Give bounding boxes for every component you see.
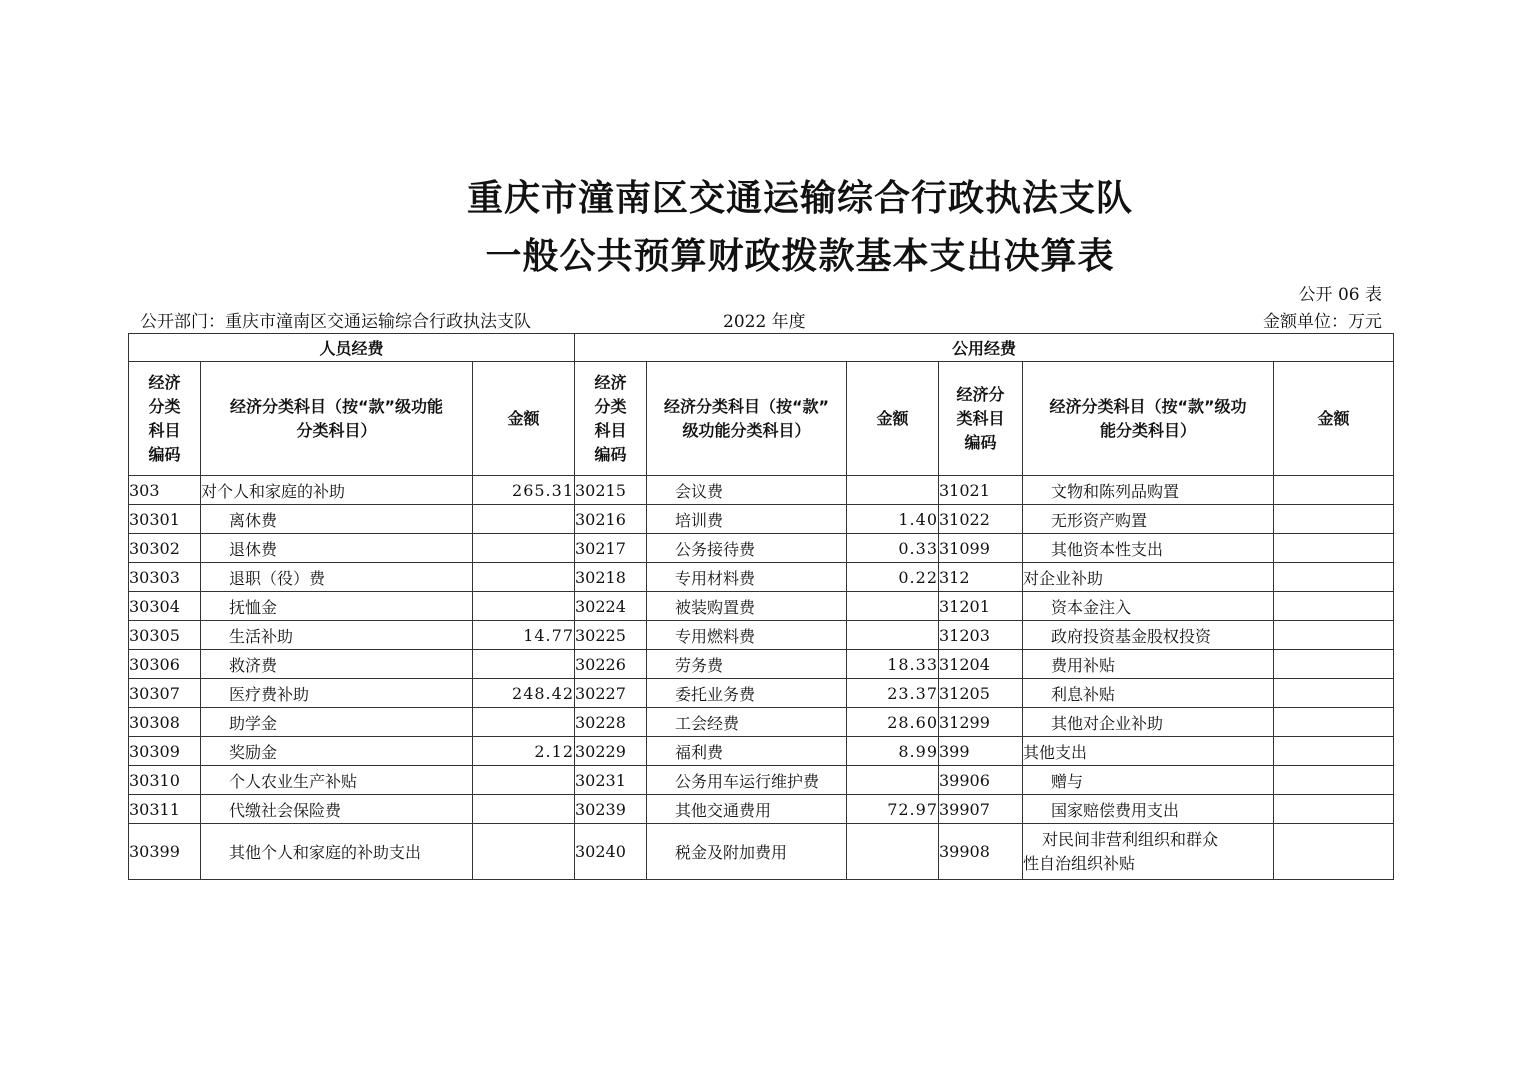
col-header-code-1: 经济 分类 科目 编码	[129, 362, 201, 476]
name-cell: 公务用车运行维护费	[647, 766, 847, 795]
amount-cell	[847, 621, 939, 650]
code-cell: 30310	[129, 766, 201, 795]
code-cell: 30217	[575, 534, 647, 563]
code-cell: 31203	[939, 621, 1023, 650]
name-cell: 税金及附加费用	[647, 824, 847, 880]
name-cell: 救济费	[201, 650, 473, 679]
code-cell: 303	[129, 476, 201, 505]
code-cell: 30239	[575, 795, 647, 824]
code-cell: 30240	[575, 824, 647, 880]
amount-cell	[473, 824, 575, 880]
name-cell: 其他支出	[1023, 737, 1274, 766]
amount-cell	[1274, 563, 1394, 592]
amount-cell	[473, 563, 575, 592]
name-cell: 国家赔偿费用支出	[1023, 795, 1274, 824]
name-cell: 退职（役）费	[201, 563, 473, 592]
name-cell: 培训费	[647, 505, 847, 534]
name-cell: 奖励金	[201, 737, 473, 766]
name-cell: 对个人和家庭的补助	[201, 476, 473, 505]
amount-cell: 14.77	[473, 621, 575, 650]
table-row	[129, 824, 1394, 880]
name-cell: 资本金注入	[1023, 592, 1274, 621]
amount-cell: 28.60	[847, 708, 939, 737]
name-cell: 生活补助	[201, 621, 473, 650]
name-cell: 助学金	[201, 708, 473, 737]
budget-table	[128, 333, 1394, 880]
table-row	[129, 534, 1394, 563]
code-cell: 39908	[939, 824, 1023, 880]
table-row	[129, 621, 1394, 650]
code-cell: 30215	[575, 476, 647, 505]
code-cell: 31205	[939, 679, 1023, 708]
amount-cell	[847, 592, 939, 621]
name-cell: 赠与	[1023, 766, 1274, 795]
name-cell: 退休费	[201, 534, 473, 563]
code-cell: 39906	[939, 766, 1023, 795]
table-row	[129, 592, 1394, 621]
code-cell: 30311	[129, 795, 201, 824]
amount-cell: 0.22	[847, 563, 939, 592]
amount-cell: 72.97	[847, 795, 939, 824]
amount-cell	[1274, 824, 1394, 880]
code-cell: 30229	[575, 737, 647, 766]
code-cell: 30307	[129, 679, 201, 708]
name-cell: 其他对企业补助	[1023, 708, 1274, 737]
code-cell: 30216	[575, 505, 647, 534]
amount-cell	[1274, 621, 1394, 650]
name-cell: 专用燃料费	[647, 621, 847, 650]
page-title-line2: 一般公共预算财政拨款基本支出决算表	[485, 236, 1115, 277]
name-cell: 医疗费补助	[201, 679, 473, 708]
amount-cell	[1274, 592, 1394, 621]
table-row	[129, 650, 1394, 679]
amount-cell	[473, 505, 575, 534]
name-cell: 其他资本性支出	[1023, 534, 1274, 563]
code-cell: 312	[939, 563, 1023, 592]
code-cell: 31204	[939, 650, 1023, 679]
amount-cell: 0.33	[847, 534, 939, 563]
name-cell: 文物和陈列品购置	[1023, 476, 1274, 505]
amount-cell: 248.42	[473, 679, 575, 708]
amount-cell	[473, 795, 575, 824]
code-cell: 30231	[575, 766, 647, 795]
code-cell: 30227	[575, 679, 647, 708]
col-header-amount-3: 金额	[1274, 362, 1394, 476]
name-cell: 其他个人和家庭的补助支出	[201, 824, 473, 880]
col-header-name-2: 经济分类科目（按“款” 级功能分类科目）	[647, 362, 847, 476]
amount-cell	[847, 766, 939, 795]
col-header-amount-2: 金额	[847, 362, 939, 476]
name-cell: 委托业务费	[647, 679, 847, 708]
table-row	[129, 505, 1394, 534]
code-cell: 30302	[129, 534, 201, 563]
amount-cell: 23.37	[847, 679, 939, 708]
code-cell: 30228	[575, 708, 647, 737]
code-cell: 30301	[129, 505, 201, 534]
code-cell: 30305	[129, 621, 201, 650]
name-cell: 费用补贴	[1023, 650, 1274, 679]
code-cell: 31022	[939, 505, 1023, 534]
table-row	[129, 766, 1394, 795]
amount-cell: 2.12	[473, 737, 575, 766]
name-cell: 抚恤金	[201, 592, 473, 621]
col-header-name-1: 经济分类科目（按“款”级功能 分类科目）	[201, 362, 473, 476]
amount-cell: 1.40	[847, 505, 939, 534]
name-cell: 劳务费	[647, 650, 847, 679]
amount-cell: 265.31	[473, 476, 575, 505]
name-cell: 代缴社会保险费	[201, 795, 473, 824]
name-cell: 被装购置费	[647, 592, 847, 621]
amount-cell	[1274, 795, 1394, 824]
code-cell: 30308	[129, 708, 201, 737]
name-cell: 利息补贴	[1023, 679, 1274, 708]
name-cell: 对企业补助	[1023, 563, 1274, 592]
amount-cell: 8.99	[847, 737, 939, 766]
name-cell: 会议费	[647, 476, 847, 505]
col-header-amount-1: 金额	[473, 362, 575, 476]
code-cell: 399	[939, 737, 1023, 766]
name-cell: 个人农业生产补贴	[201, 766, 473, 795]
name-cell: 离休费	[201, 505, 473, 534]
page-title-line1: 重庆市潼南区交通运输综合行政执法支队	[466, 178, 1133, 219]
col-header-name-3: 经济分类科目（按“款”级功 能分类科目）	[1023, 362, 1274, 476]
code-cell: 31021	[939, 476, 1023, 505]
amount-cell	[1274, 737, 1394, 766]
table-row	[129, 795, 1394, 824]
amount-cell	[473, 766, 575, 795]
code-cell: 31299	[939, 708, 1023, 737]
amount-cell	[473, 592, 575, 621]
amount-cell	[1274, 766, 1394, 795]
amount-cell: 18.33	[847, 650, 939, 679]
amount-cell	[473, 650, 575, 679]
code-cell: 30306	[129, 650, 201, 679]
amount-cell	[847, 824, 939, 880]
code-cell: 30224	[575, 592, 647, 621]
table-row	[129, 563, 1394, 592]
code-cell: 30399	[129, 824, 201, 880]
name-cell: 福利费	[647, 737, 847, 766]
unit-label: 金额单位：万元	[1263, 312, 1382, 332]
amount-cell	[1274, 476, 1394, 505]
code-cell: 30218	[575, 563, 647, 592]
amount-cell	[473, 534, 575, 563]
amount-cell	[847, 476, 939, 505]
table-row	[129, 708, 1394, 737]
name-cell: 工会经费	[647, 708, 847, 737]
table-row	[129, 679, 1394, 708]
code-cell: 30225	[575, 621, 647, 650]
code-cell: 30226	[575, 650, 647, 679]
form-number: 公开 06 表	[1298, 285, 1382, 305]
name-cell: 政府投资基金股权投资	[1023, 621, 1274, 650]
group-header-public: 公用经费	[575, 334, 1394, 362]
code-cell: 30309	[129, 737, 201, 766]
group-header-personnel: 人员经费	[129, 334, 575, 362]
year-label: 2022 年度	[723, 312, 806, 332]
col-header-code-2: 经济 分类 科目 编码	[575, 362, 647, 476]
amount-cell	[1274, 534, 1394, 563]
name-cell: 公务接待费	[647, 534, 847, 563]
name-cell: 专用材料费	[647, 563, 847, 592]
amount-cell	[1274, 708, 1394, 737]
code-cell: 30304	[129, 592, 201, 621]
code-cell: 31099	[939, 534, 1023, 563]
amount-cell	[1274, 505, 1394, 534]
amount-cell	[1274, 650, 1394, 679]
name-cell: 对民间非营利组织和群众 性自治组织补贴	[1023, 824, 1274, 880]
code-cell: 39907	[939, 795, 1023, 824]
table-row	[129, 476, 1394, 505]
col-header-code-3: 经济分 类科目 编码	[939, 362, 1023, 476]
amount-cell	[473, 708, 575, 737]
code-cell: 30303	[129, 563, 201, 592]
table-row	[129, 737, 1394, 766]
name-cell: 无形资产购置	[1023, 505, 1274, 534]
name-cell: 其他交通费用	[647, 795, 847, 824]
amount-cell	[1274, 679, 1394, 708]
code-cell: 31201	[939, 592, 1023, 621]
department-label: 公开部门：重庆市潼南区交通运输综合行政执法支队	[140, 312, 531, 332]
